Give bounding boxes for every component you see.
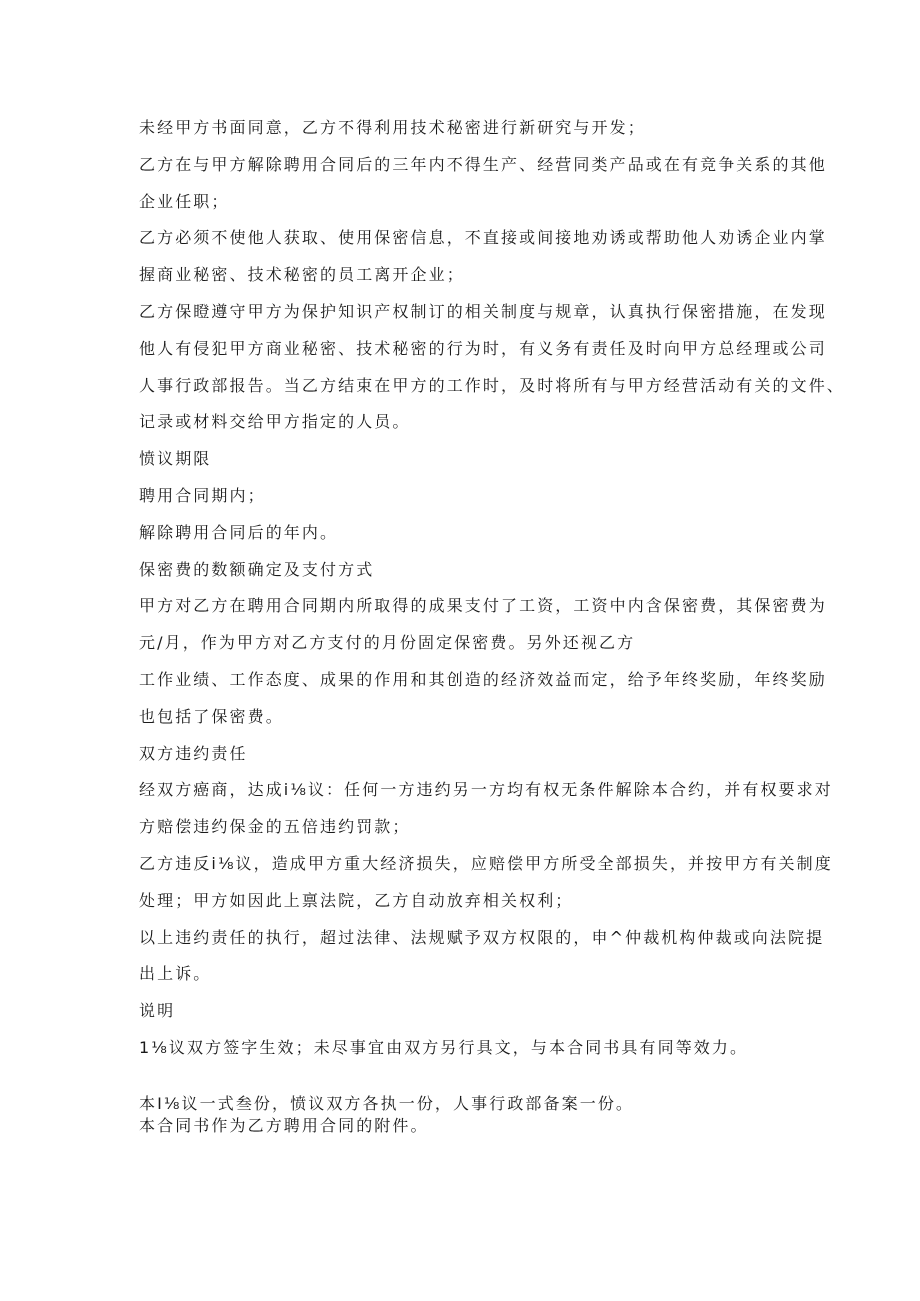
document-body <box>139 110 845 1137</box>
paragraph-line: 乙方违反i⅛议，造成甲方重大经济损失，应赔偿甲方所受全部损失，并按甲方有关制度 <box>139 853 833 873</box>
paragraph-line: 记录或材料交给甲方指定的人员。 <box>139 412 411 432</box>
paragraph-line: 元/月，作为甲方对乙方支付的月份固定保密费。另外还视乙方 <box>139 633 636 653</box>
paragraph-line: 方赔偿违约保金的五倍违约罚款； <box>139 817 411 837</box>
paragraph-line: 他人有侵犯甲方商业秘密、技术秘密的行为时，有义务有责任及时向甲方总经理或公司 <box>139 338 827 358</box>
paragraph-line: 人事行政部报告。当乙方结束在甲方的工作时，及时将所有与甲方经营活动有关的文件、 <box>139 375 845 395</box>
paragraph-line: 处理；甲方如因此上禀法院，乙方自动放弃相关权利； <box>139 890 574 910</box>
paragraph-line: 未经甲方书面同意，乙方不得利用技术秘密进行新研究与开发； <box>139 118 646 137</box>
section-heading: 双方违约责任 <box>139 743 248 763</box>
footer-line: 本合同书作为乙方聘用合同的附件。 <box>139 1115 429 1135</box>
section-heading: 说明 <box>139 1001 176 1021</box>
paragraph-line: 工作业绩、工作态度、成果的作用和其创造的经济效益而定，给予年终奖励，年终奖励 <box>139 669 827 689</box>
paragraph-line: 企业任职； <box>139 191 230 211</box>
paragraph-line: 乙方保瞪遵守甲方为保护知识产权制订的相关制度与规章，认真执行保密措施，在发现 <box>139 301 827 321</box>
paragraph-line: 经双方癌商，达成i⅛议：任何一方违约另一方均有权无条件解除本合约，并有权要求对 <box>139 780 833 800</box>
paragraph-line: 解除聘用合同后的年内。 <box>139 522 339 542</box>
paragraph-line: 甲方对乙方在聘用合同期内所取得的成果支付了工资，工资中内含保密费，其保密费为 <box>139 596 827 616</box>
paragraph-line: 出上诉。 <box>139 964 212 984</box>
paragraph-line: 乙方在与甲方解除聘用合同后的三年内不得生产、经营同类产品或在有竞争关系的其他 <box>139 154 827 174</box>
paragraph-line: 以上违约责任的执行，超过法律、法规赋予双方权限的，申^仲裁机构仲裁或向法院提 <box>139 927 825 947</box>
section-heading: 愤议期限 <box>139 449 212 469</box>
paragraph-line: 乙方必须不使他人获取、使用保密信息，不直接或间接地劝诱或帮助他人劝诱企业内掌 <box>139 228 827 248</box>
paragraph-line: 聘用合同期内； <box>139 485 266 505</box>
spacer <box>139 1067 789 1093</box>
paragraph-line: 握商业秘密、技术秘密的员工离开企业； <box>139 265 465 285</box>
footer-line: 本I⅛议一式叁份，愤议双方各执一份，人事行政部备案一份。 <box>139 1093 635 1113</box>
section-heading: 保密费的数额确定及支付方式 <box>139 559 375 579</box>
paragraph-line: 也包括了保密费。 <box>139 706 284 726</box>
paragraph-line: 1⅛议双方签字生效；未尽事宜由双方另行具文，与本合同书具有同等效力。 <box>139 1037 749 1057</box>
